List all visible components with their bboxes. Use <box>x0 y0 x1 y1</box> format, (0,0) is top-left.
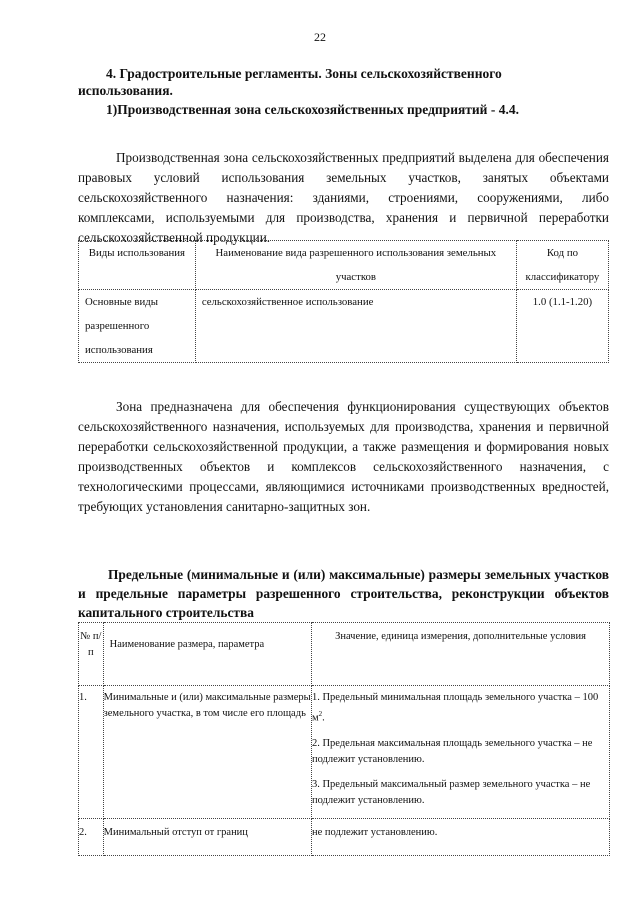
page-number: 22 <box>314 30 326 44</box>
purpose-paragraph: Зона предназначена для обеспечения функционирования существующих объектов сельскохозяйственного назначения, используемых для производства, хранения и первичной переработки сельскохозяйственной продукции, а также размещения и формирования новых производственных объектов и комплексов сельскохозяйственного назначения, с технологическими процессами, являющимися источниками производственных вредностей, требующих установления санитарно-защитных зон. <box>78 399 609 514</box>
section-heading: 4. Градостроительные регламенты. Зоны сельскохозяйственного использования. <box>78 66 502 98</box>
header-cell: Код по классификатору <box>516 241 608 290</box>
condition-item: 2. Предельная максимальная площадь земельного участка – не подлежит установлению. <box>311 737 593 765</box>
intro-paragraph: Производственная зона сельскохозяйственных предприятий выделена для обеспечения правовых условий использования земельных участков, занятых объектами сельскохозяйственного назначения: зданиями, строениями, сооружениями, либо комплексами, используемыми для производства, хранения и первичной переработки сельскохозяйственной продукции. <box>78 150 609 245</box>
parameter-name: Минимальный отступ от границ <box>103 818 311 855</box>
usage-name-cell: сельскохозяйственное использование <box>195 290 516 363</box>
parameter-name: Минимальные и (или) максимальные размеры земельного участка, в том числе его площадь <box>103 686 311 819</box>
table-header-row <box>79 623 610 686</box>
table-header-row <box>79 241 609 290</box>
limits-table <box>78 622 610 856</box>
zone-heading: 1)Производственная зона сельскохозяйственных предприятий - 4.4. <box>106 102 519 117</box>
row-number: 2. <box>79 818 104 855</box>
header-cell: Виды использования <box>79 241 196 290</box>
header-cell: № п/п <box>79 623 104 686</box>
header-cell: Наименование размера, параметра <box>103 623 311 686</box>
parameter-value <box>311 686 609 819</box>
condition-text: 1. Предельный минимальная площадь земельного участка – 100 м <box>311 692 599 724</box>
row-number: 1. <box>79 686 104 819</box>
header-cell: Наименование вида разрешенного использования земельных участков <box>195 241 516 290</box>
limits-heading: Предельные (минимальные и (или) максимальные) размеры земельных участков и предельные параметры разрешенного строительства, реконструкции объектов капитального строительства <box>78 567 609 620</box>
table-row <box>79 290 609 363</box>
condition-item: 3. Предельный максимальный размер земельного участка – не подлежит установлению. <box>311 778 591 806</box>
header-cell: Значение, единица измерения, дополнительные условия <box>311 623 609 686</box>
usage-table <box>78 240 609 363</box>
condition-item: 1. Предельный минимальная площадь земельного участка – 100 $м^2$. <box>311 692 599 724</box>
usage-type-cell: Основные виды разрешенного использования <box>79 290 196 363</box>
unit-power: 2 <box>318 710 323 718</box>
table-row <box>79 686 610 819</box>
usage-code-cell: 1.0 (1.1-1.20) <box>516 290 608 363</box>
parameter-value: не подлежит установлению. <box>311 818 609 855</box>
table-row <box>79 818 610 855</box>
